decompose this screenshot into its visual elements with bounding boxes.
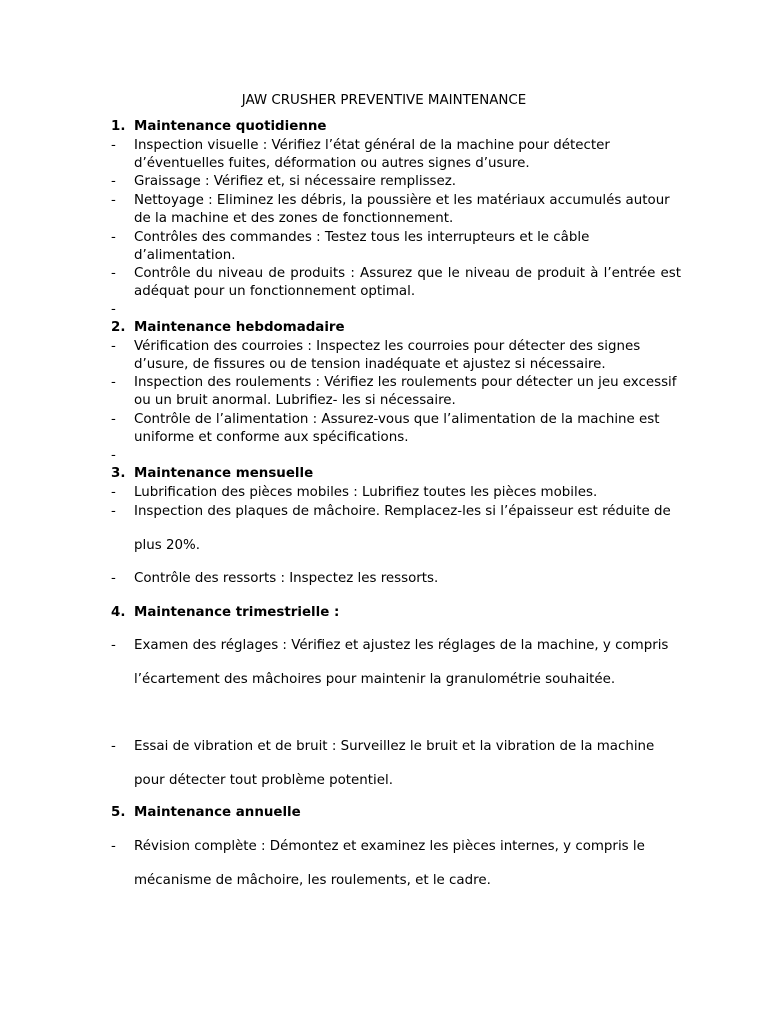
- list-item: [111, 338, 681, 374]
- list-item: [111, 495, 681, 562]
- section-title: Maintenance quotidienne: [134, 119, 327, 134]
- section-title: Maintenance hebdomadaire: [134, 320, 345, 335]
- list-item-text: Contrôle du niveau de produits : Assurez que le niveau de produit à l’entrée est adéquat pour un fonctionnement optimal.: [134, 266, 681, 299]
- list-item-text: Inspection des roulements : Vérifiez les roulements pour détecter un jeu excessif ou un bruit anormal. Lubrifiez- les si nécessaire.: [134, 375, 677, 408]
- list-item-text: Contrôle des ressorts : Inspectez les ressorts.: [134, 571, 439, 586]
- dash-bullet: -: [111, 174, 116, 189]
- list-item-text: Contrôles des commandes : Testez tous les interrupteurs et le câble d’alimentation.: [134, 230, 590, 263]
- section-number: 5.: [111, 805, 126, 820]
- dash-bullet: -: [111, 302, 116, 317]
- section-number: 3.: [111, 466, 126, 481]
- section-number: 4.: [111, 605, 126, 620]
- list-item: [111, 265, 681, 301]
- dash-bullet: -: [111, 448, 116, 463]
- dash-bullet: -: [111, 375, 116, 390]
- dash-bullet: -: [111, 571, 116, 586]
- list-item-text: Contrôle de l’alimentation : Assurez-vous que l’alimentation de la machine est uniforme et conforme aux spécifications.: [134, 412, 660, 445]
- dash-bullet: -: [111, 839, 116, 854]
- section-number: 2.: [111, 320, 126, 335]
- list-item-text: Inspection des plaques de mâchoire. Remplacez-les si l’épaisseur est réduite de plus 20%.: [134, 504, 671, 553]
- list-item-text: Examen des réglages : Vérifiez et ajustez les réglages de la machine, y compris l’écartement des mâchoires pour maintenir la granulométrie souhaitée.: [134, 638, 669, 687]
- dash-bullet: -: [111, 485, 116, 500]
- list-item-text: Graissage : Vérifiez et, si nécessaire remplissez.: [134, 174, 457, 189]
- list-item-text: Vérification des courroies : Inspectez les courroies pour détecter des signes d’usure, de fissures ou de tension inadéquate et ajustez si nécessaire.: [134, 339, 641, 372]
- dash-bullet: -: [111, 230, 116, 245]
- section-title: Maintenance annuelle: [134, 805, 301, 820]
- section-number: 1.: [111, 119, 126, 134]
- section-title: Maintenance trimestrielle :: [134, 605, 340, 620]
- section-heading: [111, 804, 691, 822]
- dash-bullet: -: [111, 638, 116, 653]
- list-item: [111, 229, 681, 265]
- list-item-text: Nettoyage : Eliminez les débris, la poussière et les matériaux accumulés autour de la machine et des zones de fonctionnement.: [134, 193, 670, 226]
- dash-bullet: -: [111, 739, 116, 754]
- dash-bullet: -: [111, 412, 116, 427]
- list-item: [111, 629, 681, 696]
- list-item: [111, 830, 681, 897]
- dash-bullet: -: [111, 193, 116, 208]
- section-title: Maintenance mensuelle: [134, 466, 314, 481]
- list-item: [111, 192, 681, 228]
- list-item: [111, 137, 681, 173]
- list-item: [111, 374, 681, 410]
- list-item-text: Lubrification des pièces mobiles : Lubrifiez toutes les pièces mobiles.: [134, 485, 598, 500]
- list-item: [111, 173, 681, 191]
- dash-bullet: -: [111, 266, 116, 281]
- dash-bullet: -: [111, 504, 116, 519]
- dash-bullet: -: [111, 138, 116, 153]
- section-heading: [111, 319, 691, 337]
- section-heading: [111, 118, 691, 136]
- list-item: [111, 562, 681, 596]
- list-item-text: Inspection visuelle : Vérifiez l’état général de la machine pour détecter d’éventuelles fuites, déformation ou autres signes d’usure.: [134, 138, 610, 171]
- document-title: JAW CRUSHER PREVENTIVE MAINTENANCE: [241, 93, 527, 108]
- list-item: [111, 730, 681, 797]
- dash-bullet: -: [111, 339, 116, 354]
- section-heading: [111, 465, 691, 483]
- list-item-text: Essai de vibration et de bruit : Surveillez le bruit et la vibration de la machine pour détecter tout problème potentiel.: [134, 739, 655, 788]
- list-item: [111, 411, 681, 447]
- section-heading: [111, 604, 691, 622]
- list-item-text: Révision complète : Démontez et examinez les pièces internes, y compris le mécanisme de mâchoire, les roulements, et le cadre.: [134, 839, 645, 888]
